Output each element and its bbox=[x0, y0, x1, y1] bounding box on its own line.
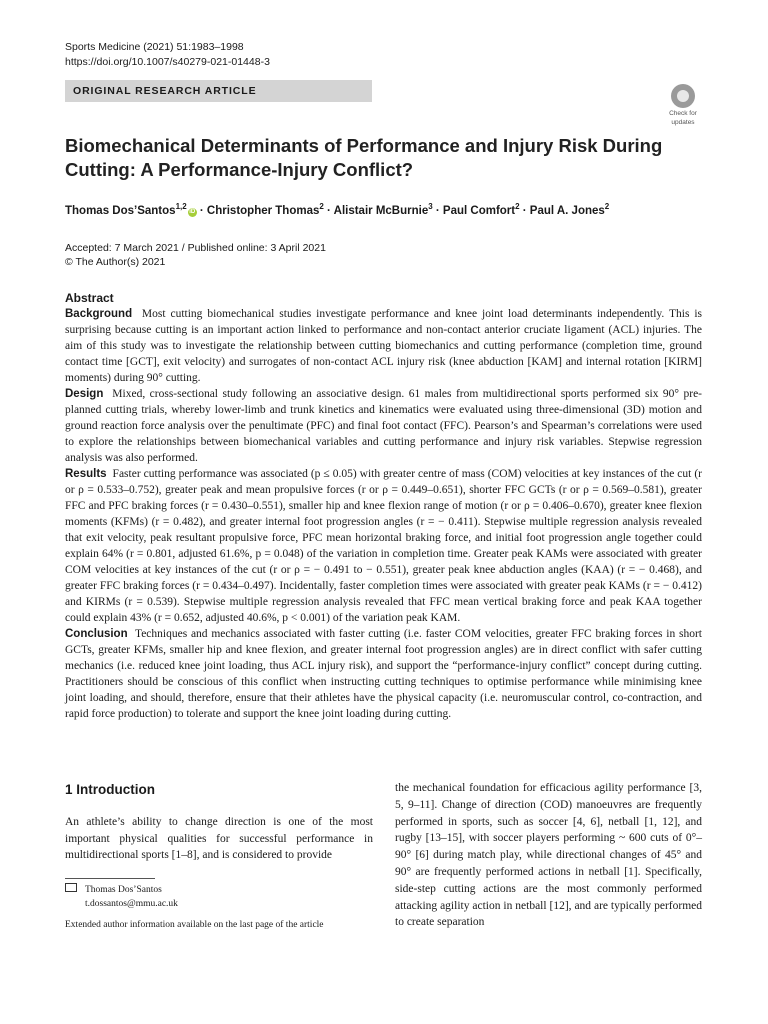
section-heading-introduction: 1 Introduction bbox=[65, 782, 155, 797]
abstract-results bbox=[65, 466, 702, 626]
journal-citation: Sports Medicine (2021) 51:1983–1998 bbox=[65, 41, 244, 53]
body-paragraph: the mechanical foundation for efficacious agility performance [3, 5, 9–11]. Change of direction (COD) manoeuvres are frequently performed in sports, such as soccer [4, 6], netball [1, 12], and rugby [13–15], with soccer players performing ~ 600 cuts of 0°–90° [6] during match play, while directional changes of 45° and 90° are frequently performed actions in netball [1]. Specifically, side-step cutting actions are the most commonly performed attacking agility action in netball [12], and are typically performed to create separation bbox=[395, 782, 702, 929]
author-name[interactable]: Paul Comfort bbox=[442, 204, 516, 217]
abstract-text: Techniques and mechanics associated with faster cutting (i.e. faster COM velocities, greater FFC braking forces in short GCTs, greater KFMs, smaller hip and knee flexion, and greater internal foot progression angles) are in direct conflict with safer cutting mechanics (i.e. reduced knee joint loading, thus ACL injury risk), and support the “performance-injury conflict” concept during cutting. Practitioners should be conscious of this conflict when instructing cutting techniques to optimise performance while minimising knee joint loading, and should, therefore, ensure that their athletes have the physical capacity (i.e. neuromuscular control, co-contraction, and rapid force production) to tolerate and support the knee joint loading during cutting. bbox=[65, 628, 702, 720]
abstract-label: Results bbox=[65, 468, 107, 480]
abstract-background bbox=[65, 306, 702, 386]
abstract-design bbox=[65, 386, 702, 466]
abstract-conclusion bbox=[65, 626, 702, 722]
accepted-published-date: Accepted: 7 March 2021 / Published online: 3 April 2021 bbox=[65, 242, 326, 254]
publication-dates bbox=[65, 241, 326, 269]
check-updates-icon bbox=[671, 84, 695, 108]
author-affiliation: 2 bbox=[604, 202, 610, 211]
abstract-text: Mixed, cross-sectional study following an associative design. 61 males from multidirectional sports performed six 90° pre-planned cutting trials, whereby lower-limb and trunk kinetics and kinematics were evaluated using three-dimensional (3D) motion and ground reaction force analysis over the penultimate (PFC) and final foot contact (FFC). Pearson’s and Spearman’s correlations were used to explore the relationships between biomechanical variables and cutting performance and injury risk variables. Stepwise regression analysis was also performed. bbox=[65, 388, 702, 464]
author-affiliation: 1,2 bbox=[175, 202, 187, 211]
author-name[interactable]: Thomas Dos’Santos bbox=[65, 204, 176, 217]
abstract-label: Design bbox=[65, 388, 104, 400]
check-updates-label-2: updates bbox=[671, 119, 695, 126]
body-paragraph: An athlete’s ability to change direction is one of the most important physical qualities for successful performance in multidirectional sports [1–8], and is considered to provide bbox=[65, 815, 373, 862]
author-name[interactable]: Alistair McBurnie bbox=[333, 204, 429, 217]
body-column-right bbox=[395, 780, 702, 931]
author-affiliation: 2 bbox=[515, 202, 520, 211]
abstract-text: Faster cutting performance was associated (p ≤ 0.05) with greater centre of mass (COM) velocities at key instances of the cut (r or ρ = 0.533–0.752), greater peak and mean propulsive forces (r or ρ = 0.449–0.651), shorter FFC GCTs (r or ρ = 0.569–0.581), greater FFC and PFC braking forces (r = 0.430–0.551), smaller hip and knee flexion range of motion (r or ρ = 0.406–0.670), greater knee flexion moments (KFMs) (r = 0.482), and greater internal foot progression angles (r = − 0.411). Stepwise multiple regression analysis revealed that exit velocity, peak resultant propulsive force, PFC mean horizontal braking force, and initial foot progression angle together could explain 64% (r = 0.801, adjusted 61.6%, p = 0.048) of the variation in completion time. Greater peak KAMs were associated with greater COM velocities at key instances of the cut (r or ρ = − 0.491 to − 0.551), greater peak knee abduction angles (KAA) (r = − 0.468), and greater FFC braking forces (r = 0.434–0.497). Incidentally, faster completion times were associated with greater peak KAMs (r = − 0.412) and KIRMs (r = 0.539). Stepwise multiple regression analysis revealed that FFC mean vertical braking force and peak KAA together could explain 43% (r = 0.652, adjusted 40.6%, p < 0.001) of the variation peak KAM. bbox=[65, 468, 703, 624]
author-list: Thomas Dos’Santos$^{1,2}$iD · Christopher Thomas$^2$ · Alistair McBurnie$^3$ · Paul Comfort$^2$ · Paul A. Jones$^2$ bbox=[65, 202, 610, 217]
article-type-banner: ORIGINAL RESEARCH ARTICLE bbox=[65, 80, 372, 102]
author-affiliation: 2 bbox=[319, 202, 324, 211]
abstract-text: Most cutting biomechanical studies investigate performance and knee joint load determinants independently. This is surprising because cutting is an important action linked to performance and non-contact anterior cruciate ligament (ACL) injuries. The aim of this study was to investigate the relationship between cutting biomechanics and cutting performance (completion time, ground contact time [GCT], exit velocity) and surrogates of non-contact ACL injury risk (knee abduction [KAM] and internal rotation [KIRM] moments) during 90° cutting. bbox=[65, 308, 703, 384]
check-for-updates-badge[interactable] bbox=[664, 84, 702, 126]
envelope-icon bbox=[65, 883, 77, 892]
check-updates-label-1: Check for bbox=[669, 110, 697, 117]
body-column-left bbox=[65, 782, 373, 864]
copyright: © The Author(s) 2021 bbox=[65, 256, 166, 268]
abstract-label: Conclusion bbox=[65, 628, 128, 640]
author-affiliation: 3 bbox=[428, 202, 433, 211]
footnote bbox=[65, 883, 375, 932]
abstract-heading: Abstract bbox=[65, 291, 114, 305]
footnote-divider bbox=[65, 878, 155, 879]
author-name[interactable]: Christopher Thomas bbox=[206, 204, 320, 217]
orcid-icon[interactable]: iD bbox=[189, 208, 196, 215]
doi-link[interactable]: https://doi.org/10.1007/s40279-021-01448-3 bbox=[65, 56, 270, 68]
abstract-label: Background bbox=[65, 308, 133, 320]
article-title: Biomechanical Determinants of Performance and Injury Risk During Cutting: A Performance-Injury Conflict? bbox=[65, 135, 663, 180]
journal-header bbox=[65, 40, 270, 70]
extended-info-note: Extended author information available on the last page of the article bbox=[65, 920, 324, 930]
author-name[interactable]: Paul A. Jones bbox=[529, 204, 605, 217]
corresponding-author: Thomas Dos’Santos bbox=[85, 885, 162, 895]
abstract bbox=[65, 290, 702, 722]
author-email[interactable]: t.dossantos@mmu.ac.uk bbox=[85, 899, 178, 909]
